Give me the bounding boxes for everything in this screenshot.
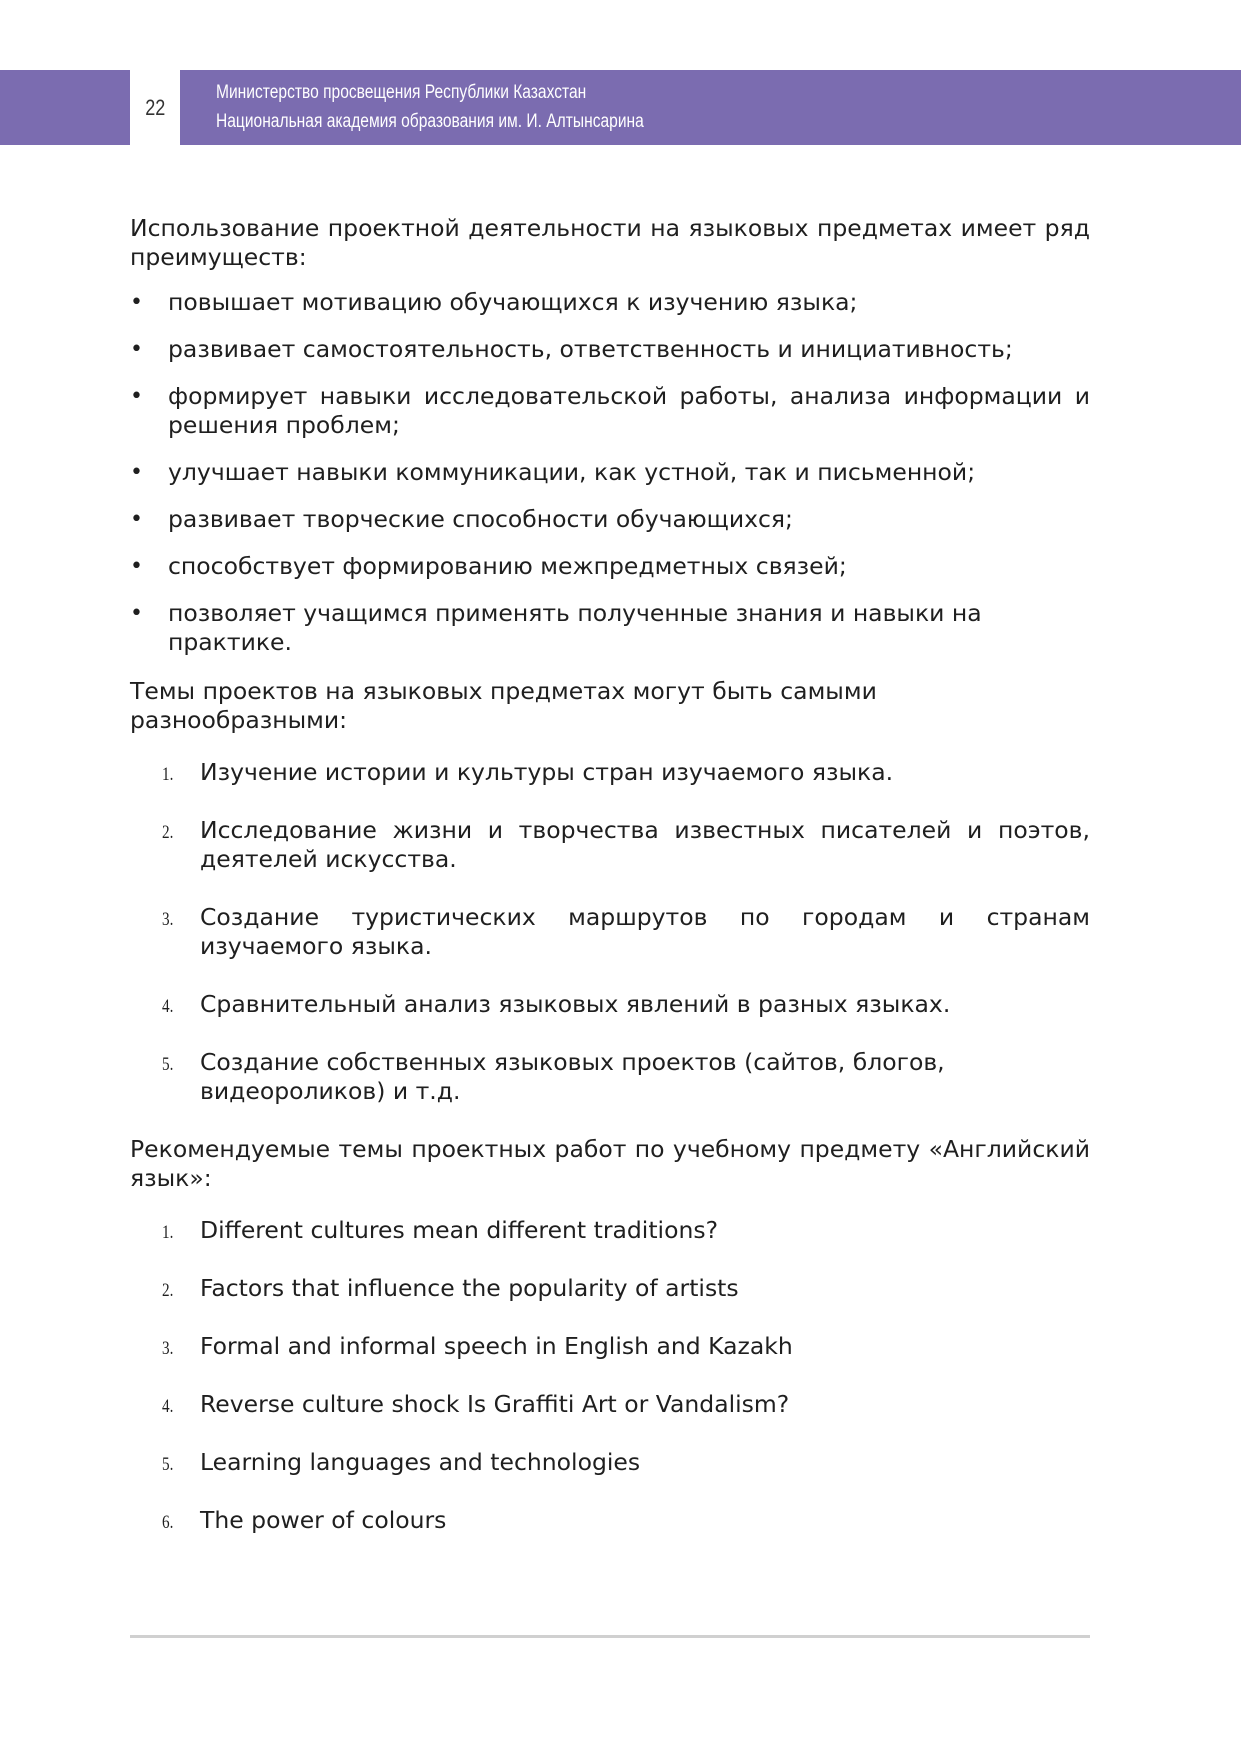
english-topics-intro: Рекомендуемые темы проектных работ по учебному предмету «Английский язык»: bbox=[130, 1135, 1090, 1192]
list-item: • развивает творческие способности обучающихся; bbox=[130, 505, 793, 533]
item-number: 3. bbox=[162, 909, 174, 930]
list-item: 2. Factors that influence the popularity of artists bbox=[130, 1274, 1090, 1303]
list-item: 5. Learning languages and technologies bbox=[130, 1448, 1090, 1477]
footer-rule bbox=[130, 1635, 1090, 1638]
list-item: • развивает самостоятельность, ответственность и инициативность; bbox=[130, 335, 1013, 363]
item-number: 4. bbox=[162, 1396, 174, 1417]
list-item: 3. Создание туристических маршрутов по городам и странам изучаемого языка. bbox=[162, 903, 1090, 960]
item-number: 2. bbox=[162, 822, 174, 843]
bullet-icon: • bbox=[130, 337, 143, 362]
list-item: 5. Создание собственных языковых проектов (сайтов, блогов, видеороликов) и т.д. bbox=[162, 1048, 945, 1105]
list-item: 4. Reverse culture shock Is Graffiti Art or Vandalism? bbox=[130, 1390, 1090, 1419]
list-item: • позволяет учащимся применять полученные знания и навыки на практике. bbox=[130, 599, 982, 656]
list-item: 6. The power of colours bbox=[130, 1506, 1090, 1535]
item-number: 5. bbox=[162, 1454, 174, 1475]
list-item: 1. Different cultures mean different traditions? bbox=[130, 1216, 1090, 1245]
header-text bbox=[216, 78, 644, 136]
advantages-list bbox=[130, 288, 1090, 657]
item-number: 6. bbox=[162, 1512, 174, 1533]
header-ministry: Министерство просвещения Республики Казахстан bbox=[216, 82, 587, 103]
bullet-icon: • bbox=[130, 290, 143, 315]
topics-list bbox=[130, 758, 1090, 1106]
list-item: • способствует формированию межпредметных связей; bbox=[130, 552, 847, 580]
item-number: 5. bbox=[162, 1054, 174, 1075]
item-number: 2. bbox=[162, 1280, 174, 1301]
page-number-box bbox=[130, 70, 180, 145]
bullet-icon: • bbox=[130, 507, 143, 532]
list-item: 4. Сравнительный анализ языковых явлений в разных языках. bbox=[130, 990, 1090, 1019]
list-item: 1. Изучение истории и культуры стран изучаемого языка. bbox=[130, 758, 1090, 787]
bullet-icon: • bbox=[130, 460, 143, 485]
page-content bbox=[130, 214, 1090, 1564]
bullet-icon: • bbox=[130, 384, 143, 409]
list-item: 2. Исследование жизни и творчества известных писателей и поэтов, деятелей искусства. bbox=[162, 816, 1090, 873]
english-topics-list bbox=[130, 1216, 1090, 1535]
bullet-icon: • bbox=[130, 554, 143, 579]
item-number: 1. bbox=[162, 764, 174, 785]
list-item: • формирует навыки исследовательской работы, анализа информации и решения проблем; bbox=[130, 382, 1090, 439]
list-item: 3. Formal and informal speech in English and Kazakh bbox=[130, 1332, 1090, 1361]
header-academy: Национальная академия образования им. И. Алтынсарина bbox=[216, 111, 644, 132]
item-number: 3. bbox=[162, 1338, 174, 1359]
list-item: • повышает мотивацию обучающихся к изучению языка; bbox=[130, 288, 858, 316]
page-number: 22 bbox=[144, 94, 166, 120]
list-item: • улучшает навыки коммуникации, как устной, так и письменной; bbox=[130, 458, 976, 486]
item-number: 1. bbox=[162, 1222, 174, 1243]
intro-paragraph: Использование проектной деятельности на языковых предметах имеет ряд преимуществ: bbox=[130, 214, 1090, 271]
bullet-icon: • bbox=[130, 601, 143, 626]
item-number: 4. bbox=[162, 996, 174, 1017]
topics-intro: Темы проектов на языковых предметах могут быть самыми разнообразными: bbox=[130, 677, 877, 734]
